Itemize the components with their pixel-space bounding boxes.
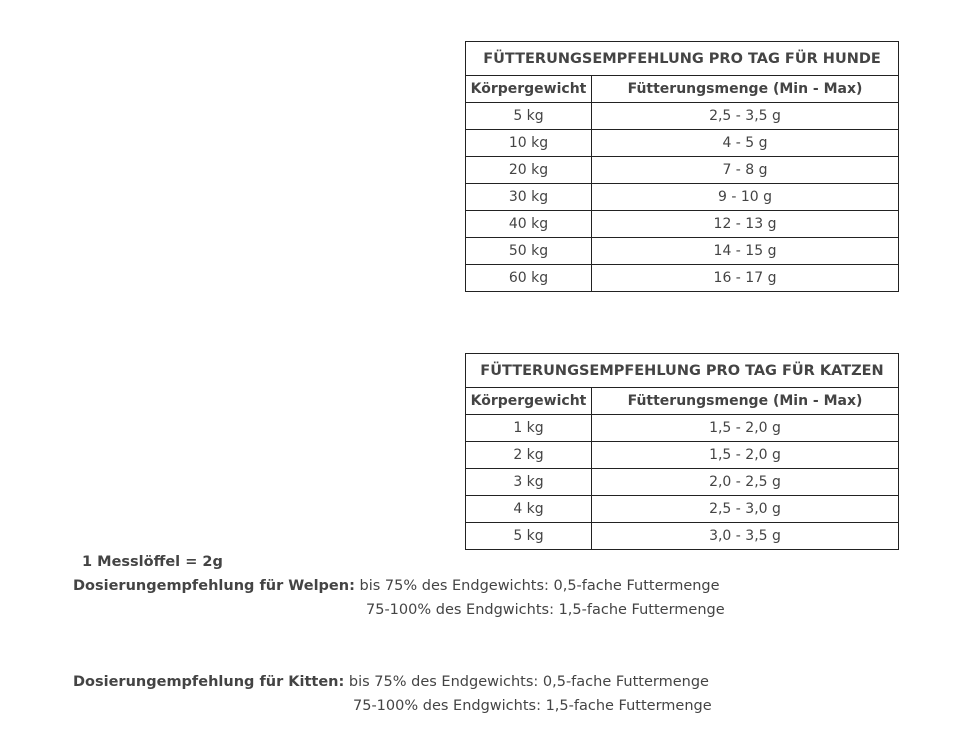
amount-cell: 1,5 - 2,0 g: [592, 415, 899, 442]
weight-cell: 4 kg: [466, 496, 592, 523]
table-row: [466, 469, 899, 496]
cat-header-weight: Körpergewicht: [466, 388, 592, 415]
weight-cell: 20 kg: [466, 157, 592, 184]
puppy-dosage-text-1: bis 75% des Endgewichts: 0,5-fache Futtermenge: [354, 578, 720, 594]
table-row: [466, 496, 899, 523]
amount-cell: 4 - 5 g: [592, 130, 899, 157]
kitten-dosage-label: Dosierungempfehlung für Kitten:: [73, 674, 345, 690]
puppy-dosage-label: Dosierungempfehlung für Welpen:: [73, 578, 355, 594]
weight-cell: 5 kg: [466, 103, 592, 130]
amount-cell: 3,0 - 3,5 g: [592, 523, 899, 550]
puppy-dosage-line: [73, 578, 720, 594]
amount-cell: 2,5 - 3,0 g: [592, 496, 899, 523]
amount-cell: 12 - 13 g: [592, 211, 899, 238]
weight-cell: 5 kg: [466, 523, 592, 550]
weight-cell: 3 kg: [466, 469, 592, 496]
table-row: [466, 211, 899, 238]
table-row: [466, 265, 899, 292]
table-row: [466, 103, 899, 130]
dog-feeding-table: [465, 41, 899, 292]
table-row: [466, 184, 899, 211]
weight-cell: 60 kg: [466, 265, 592, 292]
weight-cell: 1 kg: [466, 415, 592, 442]
weight-cell: 10 kg: [466, 130, 592, 157]
amount-cell: 7 - 8 g: [592, 157, 899, 184]
amount-cell: 2,0 - 2,5 g: [592, 469, 899, 496]
table-row: [466, 523, 899, 550]
cat-feeding-table: [465, 353, 899, 550]
puppy-dosage-text-2: 75-100% des Endgwichts: 1,5-fache Futtermenge: [366, 602, 725, 618]
weight-cell: 40 kg: [466, 211, 592, 238]
cat-table-title: FÜTTERUNGSEMPFEHLUNG PRO TAG FÜR KATZEN: [466, 354, 899, 388]
scoop-note: 1 Messlöffel = 2g: [82, 554, 223, 570]
amount-cell: 16 - 17 g: [592, 265, 899, 292]
weight-cell: 30 kg: [466, 184, 592, 211]
dog-header-amount: Fütterungsmenge (Min - Max): [592, 76, 899, 103]
weight-cell: 2 kg: [466, 442, 592, 469]
cat-header-amount: Fütterungsmenge (Min - Max): [592, 388, 899, 415]
kitten-dosage-text-2: 75-100% des Endgwichts: 1,5-fache Futtermenge: [353, 698, 712, 714]
table-row: [466, 157, 899, 184]
kitten-dosage-text-1: bis 75% des Endgewichts: 0,5-fache Futtermenge: [344, 674, 709, 690]
kitten-dosage-line: [73, 674, 709, 690]
amount-cell: 9 - 10 g: [592, 184, 899, 211]
amount-cell: 1,5 - 2,0 g: [592, 442, 899, 469]
amount-cell: 2,5 - 3,5 g: [592, 103, 899, 130]
dog-header-weight: Körpergewicht: [466, 76, 592, 103]
table-row: [466, 238, 899, 265]
table-row: [466, 442, 899, 469]
weight-cell: 50 kg: [466, 238, 592, 265]
dog-table-title: FÜTTERUNGSEMPFEHLUNG PRO TAG FÜR HUNDE: [466, 42, 899, 76]
table-row: [466, 130, 899, 157]
amount-cell: 14 - 15 g: [592, 238, 899, 265]
table-row: [466, 415, 899, 442]
